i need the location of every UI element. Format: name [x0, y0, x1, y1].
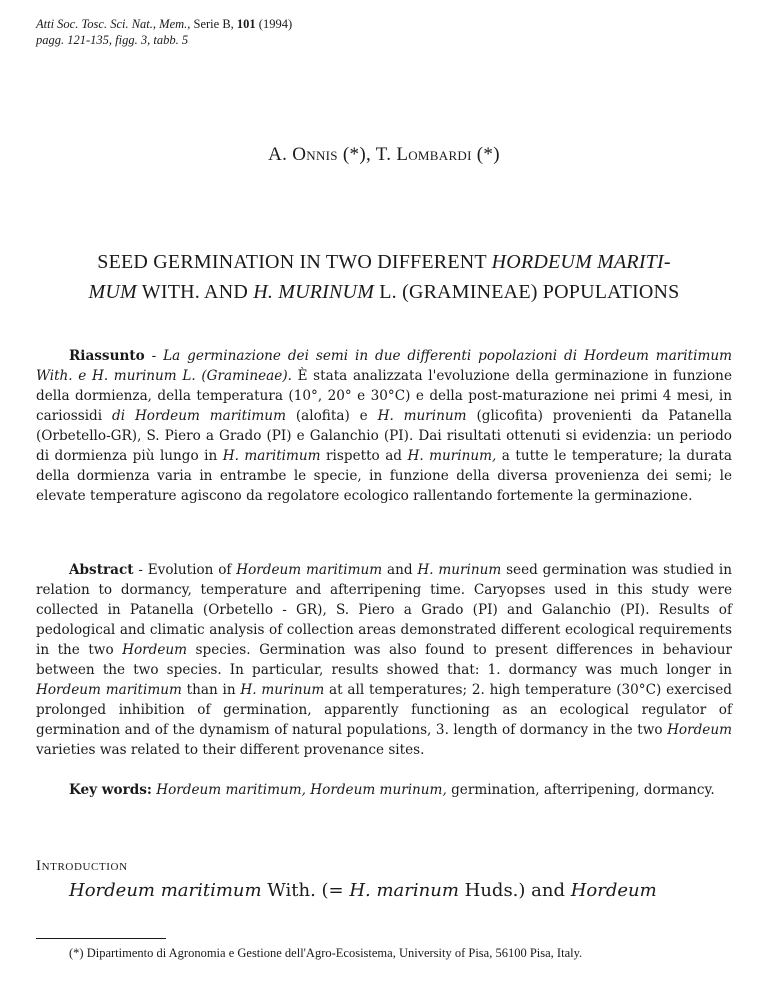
affiliation-footnote: (*) Dipartimento di Agronomia e Gestione dell'Agro-Ecosistema, University of Pisa, 56100 Pisa, Italy.	[69, 946, 583, 960]
separator: -	[133, 562, 148, 578]
riassunto-section	[36, 346, 732, 506]
title-part: WITH. AND	[136, 281, 254, 303]
journal-name: Atti Soc. Tosc. Sci. Nat., Mem.,	[36, 17, 191, 31]
abstract-text: seed germination was studied in relation to dormancy, temperature and afterripening time. Caryopses used in this study were collected in Patanella (Orbetello - GR), S. Piero a Grado (PI) and Galanchio (PI). Results of pedological and climatic analysis of collection areas demonstrated different ecological requirements in the two	[36, 562, 733, 658]
species-name: H. murinum,	[407, 448, 497, 464]
riassunto-text: (alofita) e	[285, 408, 378, 424]
riassunto-text: (glicofita) provenienti da Patanella (Orbetello-GR), S. Piero a Grado (PI) e Galanchio (PI). Dai risultati ottenuti si evidenzia: un periodo di dormienza più lungo in	[36, 408, 733, 464]
journal-year: (1994)	[258, 17, 293, 31]
riassunto-paragraph	[36, 346, 732, 506]
title-italic-part: MUM	[88, 281, 137, 303]
keywords-species: Hordeum maritimum, Hordeum murinum,	[151, 782, 447, 798]
species-name: H. murinum	[240, 682, 325, 698]
author-2-surname: Lombardi	[396, 144, 472, 165]
journal-series: Serie B,	[193, 17, 234, 31]
species-name: di Hordeum maritimum	[112, 408, 286, 424]
keywords-text: germination, afterripening, dormancy.	[446, 782, 715, 798]
introduction-heading: Introduction	[36, 858, 128, 874]
keywords-paragraph	[36, 780, 732, 800]
riassunto-text: rispetto ad	[320, 448, 408, 464]
abstract-text: species. Germination was also found to present differences in behaviour between the two species. In particular, results showed that: 1. dormancy was much longer in	[36, 642, 732, 678]
keywords-label: Key words:	[69, 782, 152, 798]
author-2-initial: T.	[375, 144, 392, 165]
species-name: Hordeum	[667, 722, 732, 738]
author-1-affiliation-mark: (*),	[342, 144, 371, 165]
author-1-initial: A.	[268, 144, 288, 165]
riassunto-label: Riassunto	[69, 348, 145, 364]
riassunto-italian-title: La germinazione dei semi in due differenti popolazioni di Hordeum maritimum With. e H. murinum L. (Gramineae).	[36, 348, 732, 384]
abstract-text: than in	[181, 682, 241, 698]
introduction-text: With. (=	[261, 880, 350, 901]
introduction-paragraph	[36, 880, 732, 902]
abstract-text: varieties was related to their different provenance sites.	[36, 742, 425, 758]
journal-line-1	[36, 16, 292, 32]
journal-volume: 101	[236, 17, 256, 31]
keywords-section	[36, 780, 732, 800]
species-name: Hordeum maritimum	[236, 562, 383, 578]
species-name: H. maritimum	[222, 448, 321, 464]
abstract-label: Abstract	[69, 562, 134, 578]
species-name: H. murinum	[377, 408, 467, 424]
abstract-text: at all temperatures; 2. high temperature (30°C) exercised prolonged inhibition of germination, apparently functioning as an ecological regulator of germination and of the dynamism of natural populations, 3. length of dormancy in the two	[36, 682, 733, 738]
journal-citation	[36, 16, 292, 48]
separator: -	[144, 348, 164, 364]
abstract-text: Evolution of	[147, 562, 237, 578]
introduction-text: Huds.) and	[458, 880, 571, 901]
author-1-surname: Onnis	[292, 144, 338, 165]
riassunto-text: È stata analizzata l'evoluzione della germinazione in funzione della dormienza, della temperatura (10°, 20° e 30°C) e della post-maturazione nei primi 4 mesi, in cariossidi	[36, 368, 732, 424]
species-name: Hordeum	[122, 642, 188, 658]
abstract-text: and	[382, 562, 418, 578]
species-name: Hordeum maritimum	[36, 682, 182, 698]
title-part: SEED GERMINATION IN TWO DIFFERENT	[97, 251, 492, 273]
title-italic-part: HORDEUM MARITI-	[491, 251, 671, 273]
author-2-affiliation-mark: (*)	[476, 144, 500, 165]
abstract-section	[36, 560, 732, 760]
title-italic-part: H. MURINUM	[253, 281, 375, 303]
abstract-paragraph	[36, 560, 732, 760]
footnote-divider	[36, 938, 166, 939]
species-name: H. marinum	[349, 880, 459, 901]
title-part: L. (GRAMINEAE) POPULATIONS	[374, 281, 680, 303]
species-name: Hordeum maritimum	[69, 880, 262, 901]
species-name: Hordeum	[570, 880, 657, 901]
journal-line-2: pagg. 121-135, figg. 3, tabb. 5	[36, 33, 189, 47]
riassunto-text: a tutte le temperature; la durata della dormienza varia in entrambe le specie, in funzione della diversa provenienza dei semi; le elevate temperature agiscono da regolatore ecologico rallentando fortemente la germinazione.	[36, 448, 732, 504]
author-list	[0, 144, 768, 166]
species-name: H. murinum	[417, 562, 502, 578]
paper-title	[60, 247, 708, 307]
